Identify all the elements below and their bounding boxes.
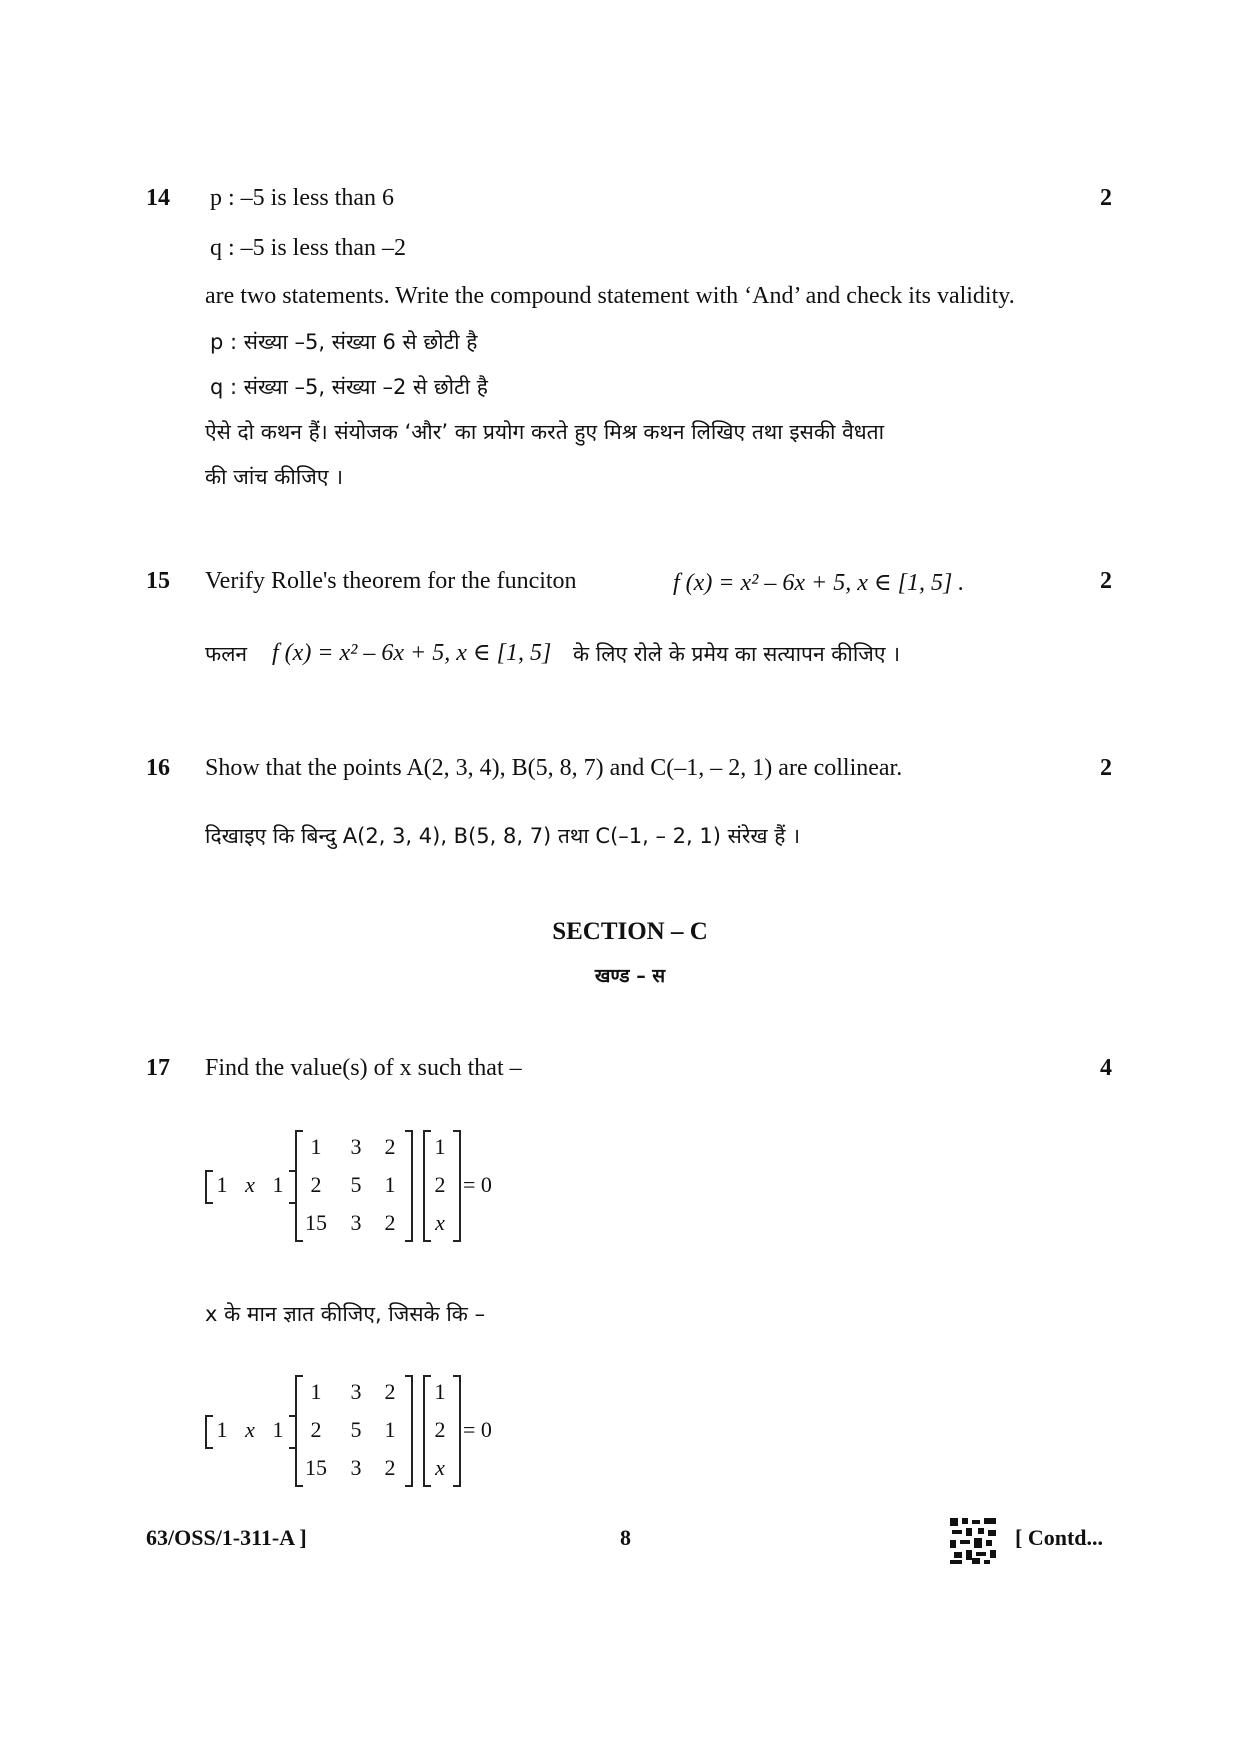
marks: 2 <box>1100 185 1112 211</box>
matrix-cell: 5 <box>350 1417 362 1442</box>
matrix-cell: 1 <box>310 1134 322 1159</box>
matrix-cell: 15 <box>305 1210 327 1235</box>
question-text-en: Find the value(s) of x such that – <box>205 1055 522 1081</box>
matrix-cell: 2 <box>384 1210 396 1235</box>
matrix-cell: 3 <box>350 1379 362 1404</box>
column-vector-cell: 2 <box>434 1417 446 1442</box>
row-vector-cell: 1 <box>272 1417 284 1442</box>
matrix-equation-hi <box>205 1375 525 1485</box>
statement-q-en: q : –5 is less than –2 <box>210 235 406 261</box>
matrix-cell: 1 <box>384 1172 396 1197</box>
question-text-en: Verify Rolle's theorem for the funciton <box>205 568 577 594</box>
qr-code-icon <box>950 1518 996 1564</box>
matrix-cell: 1 <box>384 1417 396 1442</box>
marks: 2 <box>1100 568 1112 594</box>
matrix-cell: 2 <box>384 1455 396 1480</box>
marks: 4 <box>1100 1055 1112 1081</box>
column-vector-right-bracket <box>453 1375 461 1487</box>
statement-q-hi: q : संख्या –5, संख्या –2 से छोटी है <box>210 375 488 399</box>
column-vector-cell: 1 <box>434 1379 446 1404</box>
question-text-hi: x के मान ज्ञात कीजिए, जिसके कि – <box>205 1302 486 1326</box>
question-text-en: are two statements. Write the compound statement with ‘And’ and check its validity. <box>205 283 1015 309</box>
matrix-equation <box>205 1130 525 1240</box>
column-vector-cell: x <box>435 1455 445 1480</box>
row-vector-cell: 1 <box>216 1417 228 1442</box>
matrix-cell: 2 <box>310 1417 322 1442</box>
matrix-cell: 2 <box>384 1379 396 1404</box>
equals-zero: = 0 <box>463 1417 492 1442</box>
matrix-cell: 3 <box>350 1210 362 1235</box>
column-vector-right-bracket <box>453 1130 461 1242</box>
question-text-hi-pre: फलन <box>205 642 248 666</box>
question-number: 15 <box>146 568 170 594</box>
matrix-cell: 3 <box>350 1455 362 1480</box>
row-vector-cell: x <box>245 1417 255 1442</box>
question-number: 14 <box>146 185 170 211</box>
row-vector-cell: x <box>245 1172 255 1197</box>
continued-label: [ Contd... <box>1015 1525 1104 1550</box>
matrix-cell: 15 <box>305 1455 327 1480</box>
question-text-hi: दिखाइए कि बिन्दु A(2, 3, 4), B(5, 8, 7) तथा C(–1, – 2, 1) संरेख हैं । <box>205 824 801 848</box>
matrix-right-bracket <box>405 1130 413 1242</box>
matrix-cell: 2 <box>384 1134 396 1159</box>
matrix-cell: 2 <box>310 1172 322 1197</box>
question-number: 17 <box>146 1055 170 1081</box>
matrix-cell: 5 <box>350 1172 362 1197</box>
paper-code: 63/OSS/1-311-A ] <box>146 1525 307 1550</box>
matrix-cell: 3 <box>350 1134 362 1159</box>
equals-zero: = 0 <box>463 1172 492 1197</box>
question-text-hi-1: ऐसे दो कथन हैं। संयोजक ‘और’ का प्रयोग करते हुए मिश्र कथन लिखिए तथा इसकी वैधता <box>205 420 885 444</box>
statement-p-en: p : –5 is less than 6 <box>210 185 394 211</box>
function-expression-hi: f (x) = x² – 6x + 5, x ∈ [1, 5] <box>272 640 552 666</box>
question-number: 16 <box>146 755 170 781</box>
matrix-cell: 1 <box>310 1379 322 1404</box>
function-expression: f (x) = x² – 6x + 5, x ∈ [1, 5] . <box>673 570 965 596</box>
question-text-en: Show that the points A(2, 3, 4), B(5, 8, 7) and C(–1, – 2, 1) are collinear. <box>205 755 903 781</box>
column-vector-cell: 2 <box>434 1172 446 1197</box>
marks: 2 <box>1100 755 1112 781</box>
matrix-right-bracket <box>405 1375 413 1487</box>
statement-p-hi: p : संख्या –5, संख्या 6 से छोटी है <box>210 330 478 354</box>
section-title: SECTION – C <box>552 918 708 945</box>
question-text-hi-post: के लिए रोले के प्रमेय का सत्यापन कीजिए । <box>573 642 901 666</box>
row-vector-cell: 1 <box>216 1172 228 1197</box>
row-vector-cell: 1 <box>272 1172 284 1197</box>
column-vector-cell: 1 <box>434 1134 446 1159</box>
section-title-hi: खण्ड – स <box>594 965 666 987</box>
column-vector-cell: x <box>435 1210 445 1235</box>
question-text-hi-2: की जांच कीजिए । <box>205 465 344 489</box>
page-number: 8 <box>620 1525 631 1550</box>
